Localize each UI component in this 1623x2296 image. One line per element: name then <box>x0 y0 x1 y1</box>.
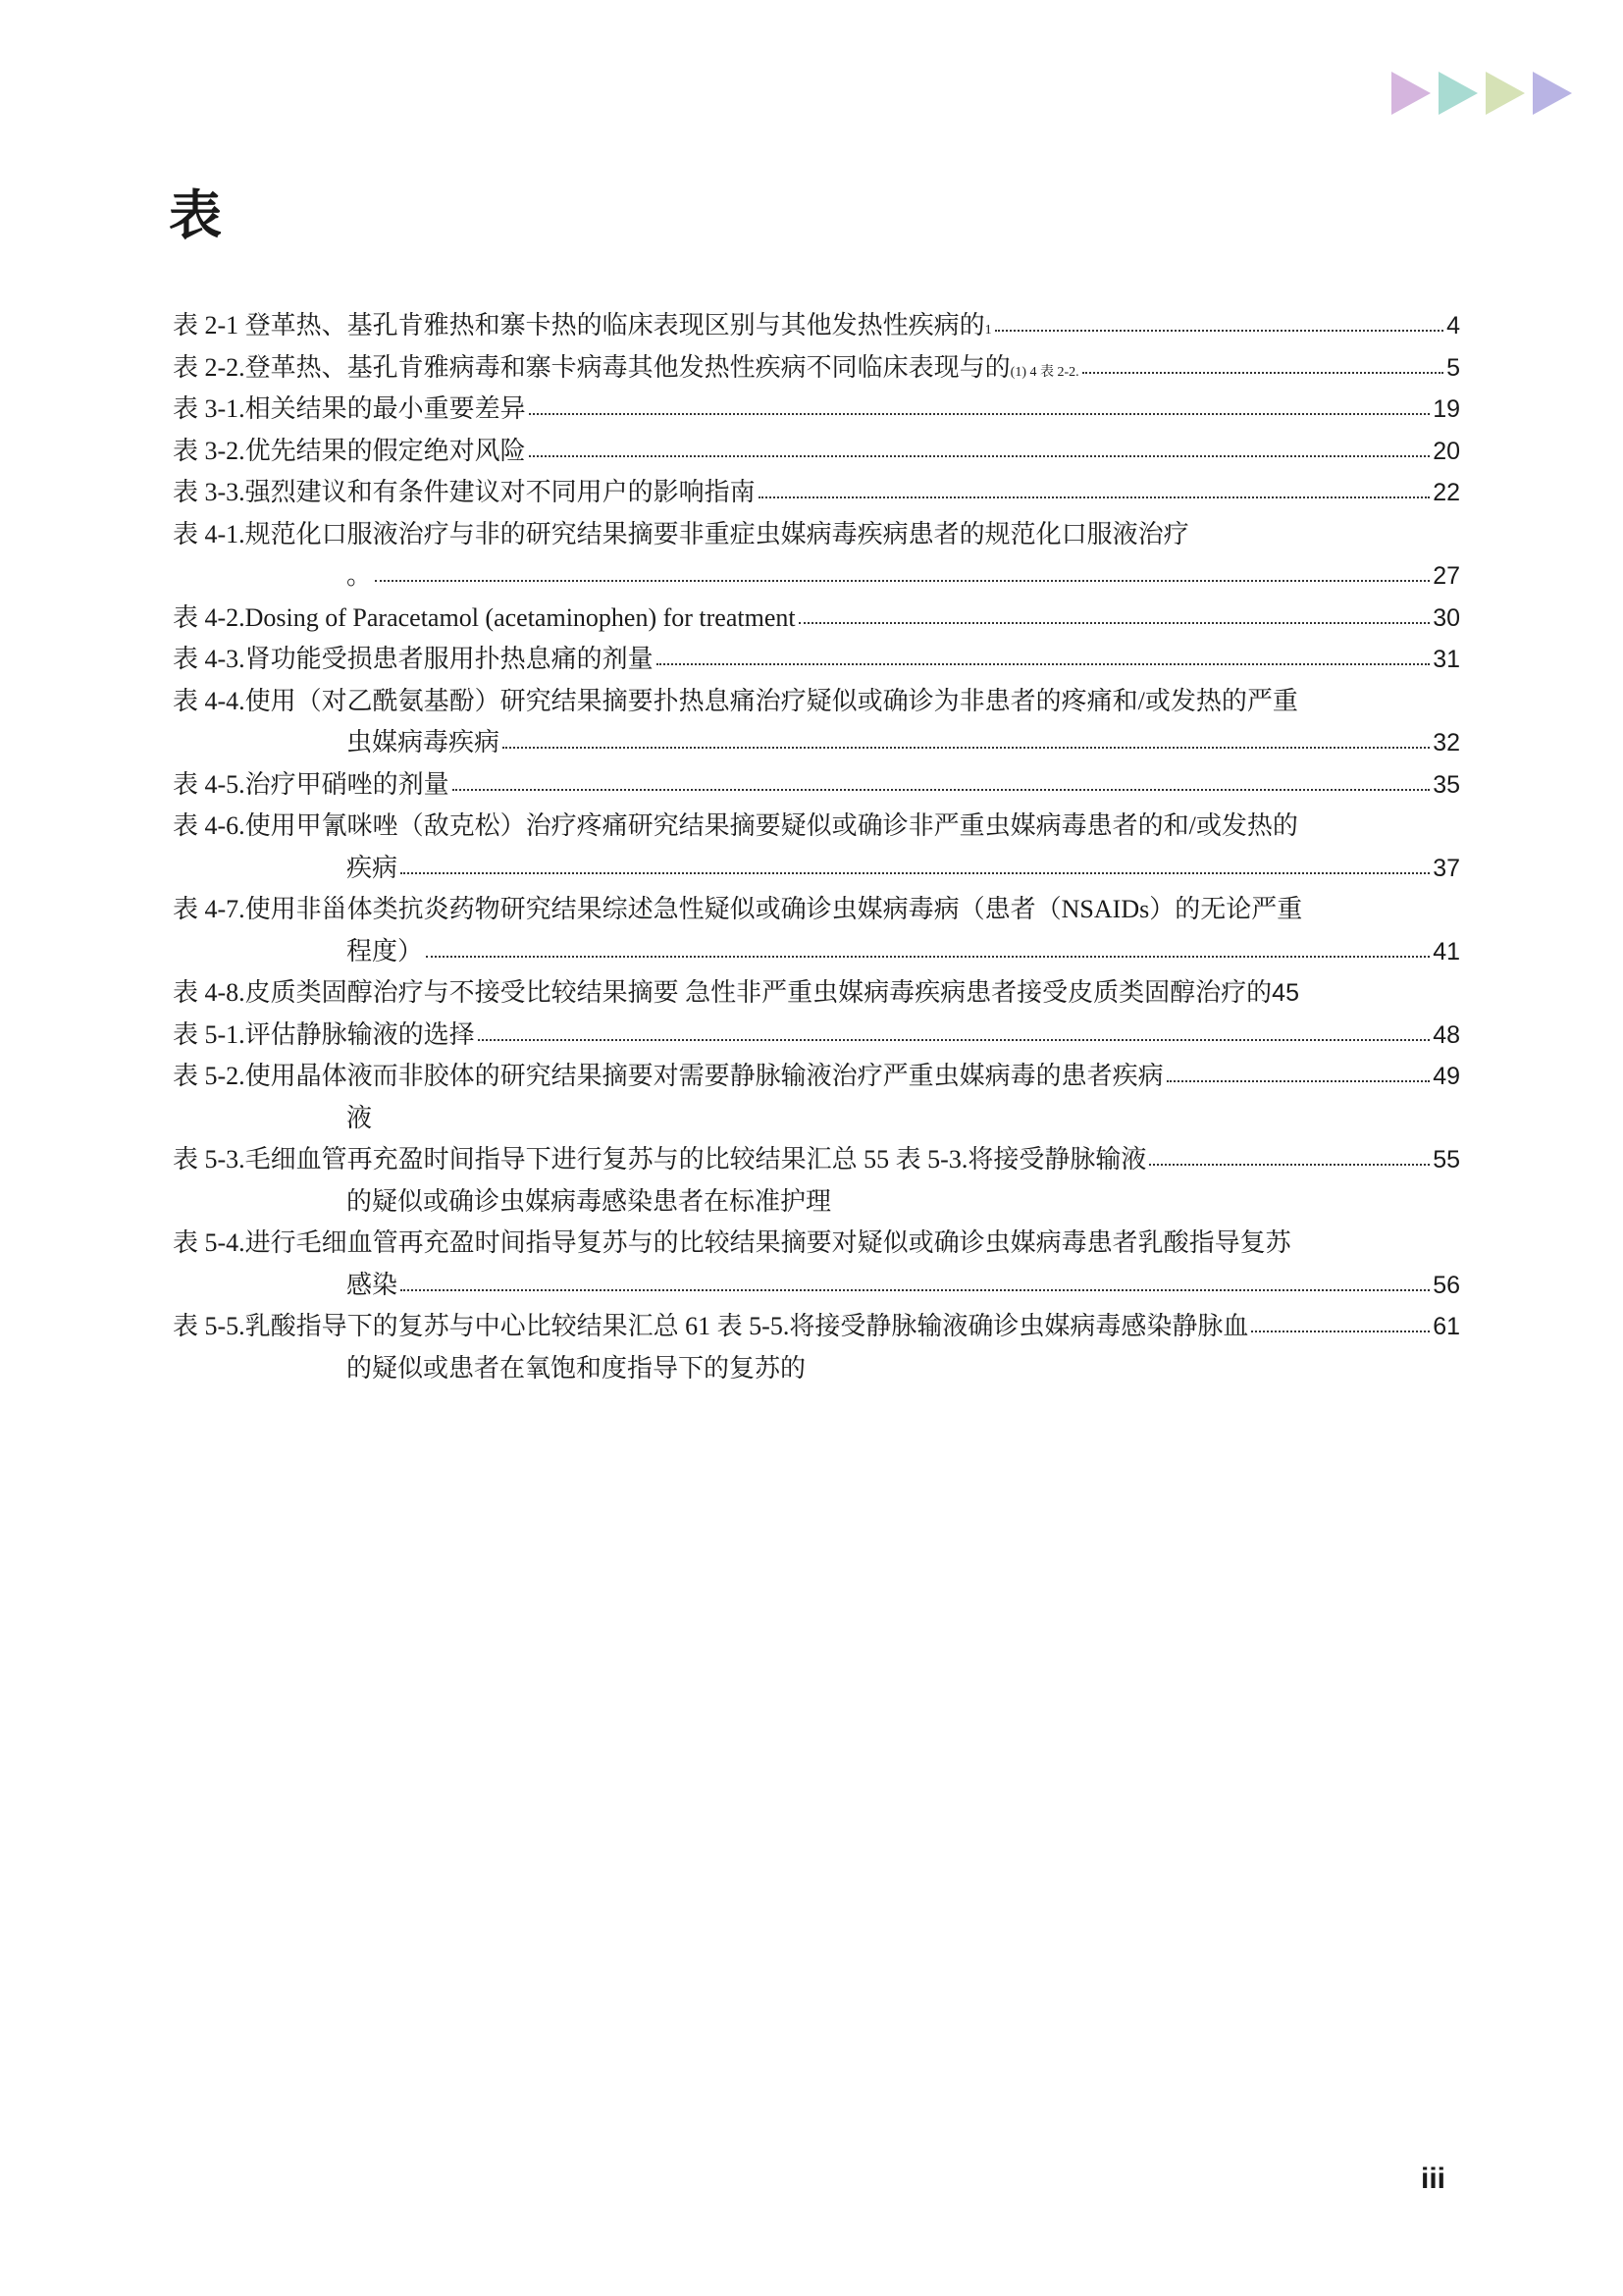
toc-entry-page: 41 <box>1433 937 1460 965</box>
toc-entry-page: 45 <box>1272 979 1299 1007</box>
dot-leader <box>426 954 1430 958</box>
toc-entry[interactable] <box>173 764 1460 807</box>
toc-entry-page: 4 <box>1446 312 1460 339</box>
dot-leader <box>656 661 1431 665</box>
toc-entry-line <box>173 1306 1460 1348</box>
toc-entry-continuation <box>173 1265 1460 1307</box>
toc-entry[interactable] <box>173 1223 1460 1306</box>
toc-entry-title-continued: 的疑似或确诊虫媒病毒感染患者在标准护理 <box>346 1186 832 1216</box>
arrow-3 <box>1486 72 1525 115</box>
dot-leader <box>759 495 1431 498</box>
dot-leader <box>400 1287 1430 1291</box>
toc-entry[interactable] <box>173 1306 1460 1389</box>
toc-entry-line <box>173 1139 1460 1181</box>
toc-entry-continuation <box>173 1181 1460 1224</box>
toc-entry-title: 表 5-1.评估静脉输液的选择 <box>173 1019 475 1049</box>
toc-entry-line <box>173 1056 1460 1098</box>
toc-entry-page: 48 <box>1433 1020 1460 1049</box>
page-number: iii <box>1421 2163 1446 2195</box>
toc-entry[interactable] <box>173 389 1460 431</box>
dot-leader <box>452 787 1431 791</box>
toc-entry-line: 表 2-2.登革热、基孔肯雅病毒和寨卡病毒其他发热性疾病不同临床表现与的 (1) 4 表 2-2. 5 <box>173 347 1460 390</box>
decorative-arrows <box>1391 69 1578 118</box>
toc-entry-title: 表 3-3.强烈建议和有条件建议对不同用户的影响指南 <box>173 478 756 506</box>
toc-entry[interactable] <box>173 305 1460 347</box>
toc-entry-title-continued: 感染 <box>346 1270 398 1299</box>
dot-leader <box>478 1037 1431 1041</box>
arrow-2 <box>1439 72 1478 115</box>
dot-leader <box>529 453 1431 457</box>
toc-entry-title: 表 4-7.使用非甾体类抗炎药物研究结果综述急性疑似或确诊虫媒病毒病（患者（NSAIDs）的无论严重 <box>173 895 1303 923</box>
toc-entry-line <box>173 472 1460 514</box>
toc-entry-continuation <box>173 1098 1460 1140</box>
toc-entry-line <box>173 639 1460 681</box>
toc-entry-line <box>173 431 1460 473</box>
toc-entry[interactable] <box>173 972 1460 1015</box>
toc-entry-title-continued: 。 <box>346 561 373 590</box>
toc-entry-page: 27 <box>1433 562 1460 590</box>
toc-entry-title: 表 5-4.进行毛细血管再充盈时间指导复苏与的比较结果摘要对疑似或确诊虫媒病毒患者乳酸指导复苏 <box>173 1228 1291 1257</box>
dot-leader <box>1251 1329 1430 1332</box>
toc-entry[interactable] <box>173 472 1460 514</box>
dot-leader <box>502 745 1430 749</box>
toc-entry-line <box>173 598 1460 640</box>
toc-entry-line <box>173 681 1460 723</box>
toc-entry-page: 31 <box>1433 646 1460 673</box>
toc-entry-line <box>173 764 1460 807</box>
toc-entry-page: 19 <box>1433 395 1460 423</box>
toc-entry-page: 37 <box>1433 854 1460 882</box>
toc-entry-title-continued: 虫媒病毒疾病 <box>346 728 500 757</box>
dot-leader <box>1167 1078 1431 1082</box>
toc-entry-title: 表 4-8.皮质类固醇治疗与不接受比较结果摘要 急性非严重虫媒病毒疾病患者接受皮质类固醇治疗的 <box>173 978 1273 1007</box>
toc-entry-line: 表 2-1 登革热、基孔肯雅热和寨卡热的临床表现区别与其他发热性疾病的 1 4 <box>173 305 1460 347</box>
toc-entry[interactable] <box>173 639 1460 681</box>
toc-entry-page: 49 <box>1433 1063 1460 1090</box>
dot-leader <box>799 620 1431 624</box>
toc-entry-page: 55 <box>1433 1146 1460 1174</box>
toc-entry[interactable] <box>173 889 1460 972</box>
toc-entry-title: 表 4-6.使用甲氰咪唑（敌克松）治疗疼痛研究结果摘要疑似或确诊非严重虫媒病毒患者的和/或发热的 <box>173 811 1298 840</box>
toc-entry-title-continued: 的疑似或患者在氧饱和度指导下的复苏的 <box>346 1353 807 1383</box>
toc-entry-continuation <box>173 722 1460 764</box>
toc-entry-title-continued: 疾病 <box>346 853 398 882</box>
toc-entry-title: 表 4-3.肾功能受损患者服用扑热息痛的剂量 <box>173 645 654 673</box>
dot-leader <box>375 578 1430 582</box>
toc-entry-line <box>173 389 1460 431</box>
toc-entry-title: 表 3-2.优先结果的假定绝对风险 <box>173 436 526 465</box>
toc-entry[interactable] <box>173 431 1460 473</box>
dot-leader <box>995 328 1443 332</box>
toc-entry-title: 表 4-4.使用（对乙酰氨基酚）研究结果摘要扑热息痛治疗疑似或确诊为非患者的疼痛和/或发热的严重 <box>173 686 1298 715</box>
toc-entry-continuation <box>173 555 1460 598</box>
toc-entry-continuation <box>173 1348 1460 1390</box>
toc-entry[interactable] <box>173 1056 1460 1139</box>
arrow-4 <box>1533 72 1572 115</box>
toc-entry-continuation <box>173 931 1460 973</box>
page-title: 表 <box>169 184 222 246</box>
dot-leader <box>400 870 1430 874</box>
toc-entry-title: 表 4-2.Dosing of Paracetamol (acetaminophen) for treatment <box>173 602 796 632</box>
toc-entry-title: 表 4-1.规范化口服液治疗与非的研究结果摘要非重症虫媒病毒疾病患者的规范化口服液治疗 <box>173 519 1189 548</box>
toc-entry-line <box>173 889 1460 931</box>
toc-entry[interactable] <box>173 1015 1460 1057</box>
toc-entry-line <box>173 1223 1460 1265</box>
toc-entry-page: 22 <box>1433 479 1460 506</box>
toc-entry-page: 32 <box>1433 729 1460 757</box>
toc-entry[interactable] <box>173 806 1460 889</box>
dot-leader <box>1082 370 1443 374</box>
toc-entry[interactable] <box>173 598 1460 640</box>
toc-entry-line <box>173 972 1460 1015</box>
toc-entry-line <box>173 514 1460 556</box>
toc-entry-page: 35 <box>1433 770 1460 799</box>
toc-entry-page: 5 <box>1446 353 1460 382</box>
toc-entry-title: 表 5-3.毛细血管再充盈时间指导下进行复苏与的比较结果汇总 55 表 5-3.将接受静脉输液 <box>173 1145 1147 1174</box>
toc-entry-continuation <box>173 848 1460 890</box>
toc-entry-line <box>173 806 1460 848</box>
toc-entry-line <box>173 1015 1460 1057</box>
toc-entry-page: 30 <box>1433 603 1460 632</box>
toc-entry-title: 表 5-2.使用晶体液而非胶体的研究结果摘要对需要静脉输液治疗严重虫媒病毒的患者疾病 <box>173 1062 1164 1090</box>
toc-entry-title: 表 5-5.乳酸指导下的复苏与中心比较结果汇总 61 表 5-5.将接受静脉输液确诊虫媒病毒感染静脉血 <box>173 1312 1249 1340</box>
toc-entry-title: 表 3-1.相关结果的最小重要差异 <box>173 394 526 423</box>
toc-entry[interactable] <box>173 681 1460 764</box>
arrow-1 <box>1391 72 1431 115</box>
list-of-tables <box>173 305 1460 1389</box>
toc-entry[interactable] <box>173 1139 1460 1223</box>
toc-entry-title: 表 2-1 登革热、基孔肯雅热和寨卡热的临床表现区别与其他发热性疾病的 <box>173 311 985 339</box>
dot-leader <box>1149 1162 1430 1166</box>
toc-entry-title-continued: 程度） <box>346 936 424 965</box>
toc-entry-title-continued: 液 <box>346 1103 373 1132</box>
toc-entry[interactable] <box>173 514 1460 598</box>
toc-entry-title: 表 2-2.登革热、基孔肯雅病毒和寨卡病毒其他发热性疾病不同临床表现与的 <box>173 352 1011 382</box>
toc-entry-page: 56 <box>1433 1271 1460 1299</box>
dot-leader <box>529 411 1431 415</box>
toc-entry[interactable] <box>173 347 1460 390</box>
toc-entry-page: 61 <box>1433 1313 1460 1340</box>
toc-entry-title: 表 4-5.治疗甲硝唑的剂量 <box>173 769 449 799</box>
toc-entry-page: 20 <box>1433 437 1460 465</box>
